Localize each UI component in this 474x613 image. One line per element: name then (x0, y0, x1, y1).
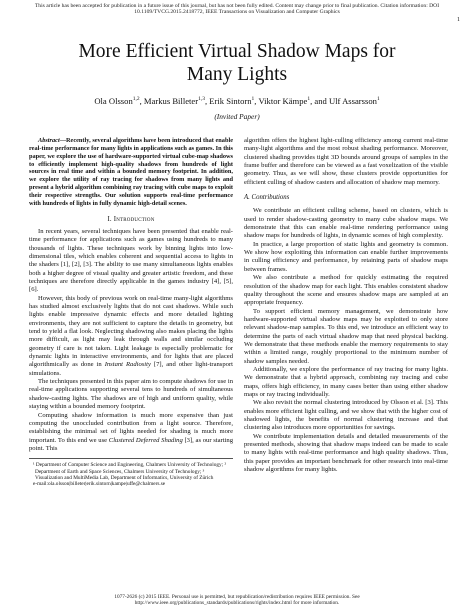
intro-paragraph-3: The techniques presented in this paper aim to compute shadows for use in real-time applications supporting several tens to hundreds of simultaneous shadow-casting lights. The shadows are of high and uniform quality, while staying within a bounded memory footprint. (29, 378, 233, 411)
intro-paragraph-1: In recent years, several techniques have been presented that enable real-time performance for applications such as games using hundreds to many thousands of lights. These techniques work by binning lights into low-dimensional tiles, which enables coherent and sequential access to lights in the shaders [1], [2], [3]. The ability to use many simultaneous lights enables both a higher degree of visual quality and greater artistic freedom, and these techniques are therefore directly applicable in the games industry [4], [5], [6]. (29, 227, 233, 294)
author-affiliation-marker: 1,3 (198, 96, 205, 102)
copyright-footer (0, 594, 474, 607)
notice-line-1: This article has been accepted for publication in a future issue of this journal, but has not been fully edited. Content may change prior to final publication. Citation information: DOI (34, 3, 440, 9)
author-separator: , and (310, 95, 329, 106)
intro-p4-clustered-deferred-shading: Clustered Deferred Shading (108, 436, 183, 444)
author-separator: , (254, 95, 259, 106)
author-separator: , (204, 95, 210, 106)
author-name: Erik Sintorn (209, 95, 252, 106)
author-list (0, 94, 474, 106)
author-separator: , (139, 95, 144, 106)
footnote-affiliations: ¹ Department of Computer Science and Engineering, Chalmers University of Technology; ² Department of Earth and Space Sciences, Chalmers University of Technology; ³ Visualization and MultiMedia Lab, Department of Informatics, University of Zürich (33, 462, 227, 481)
intro-paragraph-2 (29, 295, 233, 378)
contribution-paragraph-2: In practice, a large proportion of static lights and geometry is common. We show how exploiting this information can enable further improvements in culling efficiency and performance, by retaining parts of shadow maps between frames. (244, 240, 448, 273)
invited-paper-note: (Invited Paper) (214, 112, 260, 121)
author-affiliation-marker: 1 (251, 96, 255, 102)
intro-p4-text-b: [3], as our starting point. This (29, 436, 233, 452)
author-affiliation-marker: 1,2 (132, 96, 140, 102)
intro-p4-text-a: Computing shadow information is much more expensive than just computing the unoccluded contribution from a light source. Therefore, establishing the minimal set of lights needed for shading is much more important. To this end we use (29, 411, 233, 444)
section-heading-introduction: I. Introduction (107, 215, 155, 223)
intro-p2-text-b: [7], and other light-transport simulations. (29, 361, 233, 377)
author-name: Viktor Kämpe (258, 95, 308, 106)
author-name: Ola Olsson (94, 95, 133, 106)
title-line-2: Many Lights (186, 64, 288, 85)
footnotes (29, 458, 233, 487)
publication-notice (8, 3, 466, 16)
contribution-paragraph-7: We contribute implementation details and detailed measurements of the presented methods, showing that shadow maps indeed can be made to scale to many lights with real-time performance and high quality shadows. Thus, this paper provides an important benchmark for other research into real-time shadow algorithms for many lights. (244, 432, 448, 474)
right-column (244, 137, 448, 474)
intro-continued-paragraph: algorithm offers the highest light-culling efficiency among current real-time many-light algorithms and the most robust shading performance. Moreover, clustered shading provides tight 3D bounds around groups of samples in the frame buffer and therefore can be viewed as a fast voxelization of the visible geometry. Thus, as we will show, these clusters provide opportunities for efficient culling of shadow casters and allocation of shadow map memory. (244, 137, 448, 186)
contribution-paragraph-6: We also revisit the normal clustering introduced by Olsson et al. [3]. This enables more efficient light culling, and we show that with the higher cost of shadowed lights, the benefits of normal clustering increase and that clustering also introduces more opportunities for savings. (244, 399, 448, 432)
intro-p2-text-a: However, this body of previous work on real-time many-light algorithms has studied almost exclusively lights that do not cast shadows. While such lights enable impressive dynamic effects and more detailed lighting environments, they are not sufficient to capture the details in geometry, but tend to yield a flat look. Neglecting shadowing also makes placing the lights more difficult, as light may leak through walls and similar occluding geometry if care is not taken. Light leakage is especially problematic for dynamic lights in interactive environments, and for lights that are placed algorithmically as done in (29, 294, 233, 369)
abstract-label: Abstract (38, 137, 60, 144)
intro-paragraph-4 (29, 412, 233, 454)
copyright-line-2: http://www.ieee.org/publications_standards/publications/rights/index.html for more information. (134, 600, 340, 607)
contribution-paragraph-4: To support efficient memory management, we demonstrate how hardware-supported virtual shadow maps may be exploited to only store relevant shadow-map samples. To this end, we introduce an efficient way to determine the parts of each virtual shadow map that need physical backing. We demonstrate that these methods enable the memory requirements to stay within a limited range, roughly proportional to the minimum number of shadow samples needed. (244, 307, 448, 365)
intro-p2-instant-radiosity: Instant Radiosity (104, 361, 151, 369)
title-line-1: More Efficient Virtual Shadow Maps for (78, 41, 396, 62)
abstract (29, 137, 233, 208)
contribution-paragraph-3: We also contribute a method for quickly estimating the required resolution of the shadow map for each light. This enables consistent shadow quality throughout the scene and ensures shadow maps are sampled at an appropriate frequency. (244, 274, 448, 307)
page-number: 1 (457, 17, 460, 23)
author-affiliation-marker: 1 (376, 96, 380, 102)
notice-line-2: 10.1109/TVCG.2015.2418772, IEEE Transactions on Visualization and Computer Graphics (134, 9, 340, 16)
copyright-line-1: 1077-2626 (c) 2015 IEEE. Personal use is permitted, but republication/redistribution requires IEEE permission. See (114, 594, 360, 600)
footnote-email: e-mail:ola.olsson|billeter|erik.sintorn|kampe|uffe@chalmers.se (33, 481, 166, 488)
subsection-heading-contributions: A. Contributions (244, 194, 290, 202)
abstract-text: —Recently, several algorithms have been introduced that enable real-time performance for many lights in applications such as games. In this paper, we explore the use of hardware-supported virtual cube-map shadows to efficiently implement high-quality shadows from hundreds of light sources in real time and within a bounded memory footprint. In addition, we explore the utility of ray tracing for shadows from many lights and present a hybrid algorithm combining ray tracing with cube maps to exploit their respective strengths. Our solution supports real-time performance with hundreds of lights in fully dynamic high-detail scenes. (29, 137, 234, 207)
author-name: Markus Billeter (143, 95, 199, 106)
paper-title (0, 40, 474, 86)
left-column (29, 137, 233, 487)
contribution-paragraph-1: We contribute an efficient culling scheme, based on clusters, which is used to render shadow-casting geometry to many cube shadow maps. We demonstrate that this can enable real-time rendering performance using shadow maps for hundreds of lights, in dynamic scenes of high complexity. (244, 207, 448, 240)
contribution-paragraph-5: Additionally, we explore the performance of ray tracing for many lights. We demonstrate that a hybrid approach, combining ray tracing and cube maps, offers high efficiency, in many cases better than using either shadow maps or ray tracing individually. (244, 365, 448, 398)
author-name: Ulf Assarsson (328, 95, 377, 106)
author-affiliation-marker: 1 (307, 96, 311, 102)
